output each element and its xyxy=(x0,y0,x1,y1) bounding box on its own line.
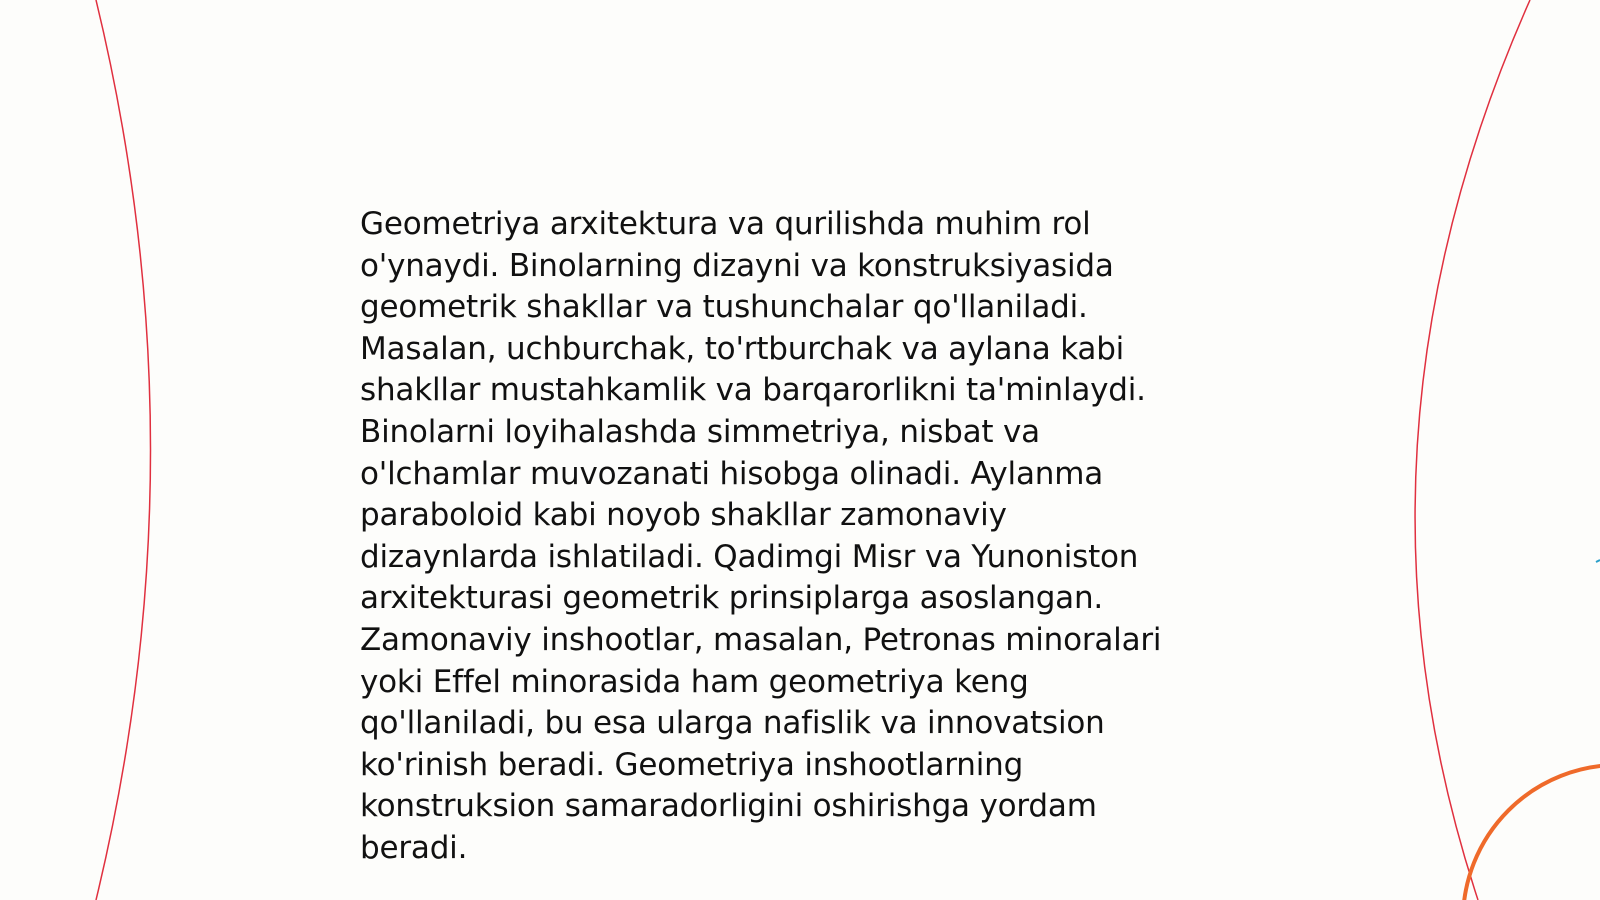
paragraph-line: Zamonaviy inshootlar, masalan, Petronas minoralari xyxy=(360,621,1162,658)
paragraph-line: paraboloid kabi noyob shakllar zamonaviy xyxy=(360,497,1007,534)
paragraph-line: shakllar mustahkamlik va barqarorlikni ta'minlaydi. xyxy=(360,372,1146,409)
paragraph-line: arxitekturasi geometrik prinsiplarga asoslangan. xyxy=(360,580,1104,617)
edge-accent-mark xyxy=(1596,560,1600,562)
paragraph-line: konstruksion samaradorligini oshirishga yordam xyxy=(360,788,1097,825)
paragraph-line: ko'rinish beradi. Geometriya inshootlarning xyxy=(360,746,1024,783)
accent-circle xyxy=(1463,765,1600,900)
paragraph-line: geometrik shakllar va tushunchalar qo'llaniladi. xyxy=(360,289,1088,326)
paragraph-line: beradi. xyxy=(360,829,468,866)
body-paragraph xyxy=(360,204,1210,870)
paragraph-line: Binolarni loyihalashda simmetriya, nisbat va xyxy=(360,413,1040,450)
paragraph-line: o'ynaydi. Binolarning dizayni va konstruksiyasida xyxy=(360,247,1114,284)
paragraph-line: Masalan, uchburchak, to'rtburchak va aylana kabi xyxy=(360,330,1125,367)
right-curve-line xyxy=(1415,0,1530,900)
paragraph-line: yoki Effel minorasida ham geometriya keng xyxy=(360,663,1029,700)
paragraph-line: Geometriya arxitektura va qurilishda muhim rol xyxy=(360,206,1091,242)
paragraph-line: o'lchamlar muvozanati hisobga olinadi. Aylanma xyxy=(360,455,1104,492)
paragraph-line: qo'llaniladi, bu esa ularga nafislik va innovatsion xyxy=(360,705,1105,742)
paragraph-line: dizaynlarda ishlatiladi. Qadimgi Misr va Yunoniston xyxy=(360,538,1139,575)
left-curve-line xyxy=(96,0,151,900)
